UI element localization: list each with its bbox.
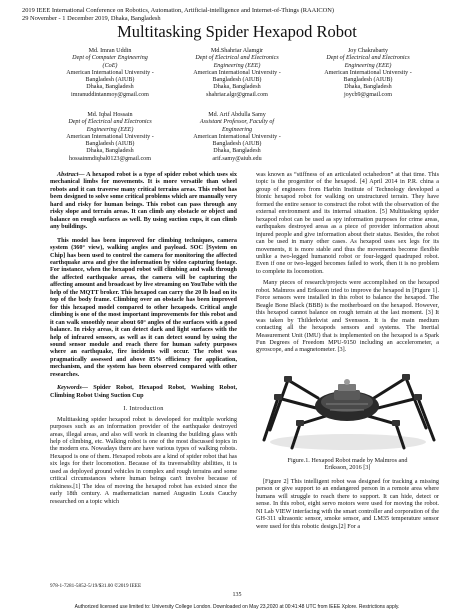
author-university: Bangladesh (AIUB) [212, 141, 262, 148]
author-university: American International University - [324, 69, 412, 76]
author-affiliation: Engineering (EEE) [86, 126, 134, 133]
right-paragraph-3: [Figure 2] This intelligent robot was designed for tracking a missing person or give support to an endangered person in a remote area where humans will struggle to reach there to support. It can hide, detect or sense. In this robot, eight servo motors were used for moving the robot. NI Lab VIEW interfacing with the smart controller and corporation of the GH-311 ultrasonic sensor, smoke sensor, and LM35 temperature sensor were used for this robotic design.[2] For a [256, 477, 439, 530]
author-affiliation: Dept of Electrical and Electronics [68, 119, 152, 126]
author-affiliation: Engineering (EEE) [213, 62, 261, 69]
author-city: Dhaka, Bangladesh [213, 84, 261, 91]
author-name: Md.Shahriar Alamgir [210, 48, 264, 54]
page-number: 135 [232, 592, 242, 598]
introduction-body [50, 416, 237, 505]
abstract-paragraph-2: This model has been improved for climbing techniques, camera system (360° view), walking angles and payload. SOC [System on Chip] has been used to control the camera for monitoring the affected earthquake area and give the information by video capturing footage. For instance, when the hexapod robot will climbing and walk through the affected earthquake areas, the camera will be capturing the affecting amount and broadcast by live streaming on YouTube with the help of the MQTT broker. This hexapod can carry the 20 lb load on its top of the body frame. Climbing over an obstacle has been improved for this hexapod model compared to other hexapods. Critical angle climbing is one of the most important improvements for this robot and it can walk smoothly near about 60° angles of the surfaces with a good balance. In risky areas, it can detect dark and light surfaces with the help of infrared sensors, as well as it can detect sound by using the sound sensor module and reach there for human safety purposes where an earthquake, fire incidents will occur. The robot was pragmatically assessed and above 85% efficiency for application, mechanism, and the system has been observed compared with other researches. [50, 236, 237, 378]
author-block-2 [167, 48, 307, 99]
author-city: Dhaka, Bangladesh [86, 84, 134, 91]
author-email: hossainmdiqbal0123@gmail.com [69, 155, 151, 162]
author-name: Md. Imran Uddin [88, 48, 132, 54]
author-affiliation: (CoE) [102, 62, 118, 69]
right-paragraph-1: was known as “stiffness of an articulated octahedron” at that time. This topic is the progenitor of the hexapod. [4] April 2014 in P.R. china a group of engineers from Harbin Institute of Technology developed a bionic hexapod robot for walking on unstructured terrain. They have formed the entire sensor to construct the robot with the observation of the external environment and its internal situation. [5] Multitasking spider hexapod robot can be used as spy information purposes for crime areas, earthquakes destroyed areas as a piece of provider information about injured people and give information about their status. Besides, the robot can be used in many other cases. As hexapod uses sex legs for its movements, it is more stable and thus the movements become flexible unlike a two-legged humanoid robot or four-legged quadruped robot. Even if one or two-legged becomes failed to work, then it is no problem to complete its locomotion. [256, 171, 439, 275]
author-university: American International University - [66, 69, 154, 76]
author-university: Bangladesh (AIUB) [85, 141, 135, 148]
keywords-text: Spider Robot, Hexapod Robot, Washing Robot, Climbing Robot Using Suction Cup [50, 384, 237, 399]
author-university: Bangladesh (AIUB) [343, 77, 393, 84]
hexapod-robot-figure [256, 358, 439, 454]
author-affiliation: Dept of Electrical and Electronics [195, 55, 279, 62]
author-university: American International University - [193, 133, 281, 140]
hexapod-robot-photo [256, 358, 439, 454]
conference-line-2: 29 November - 1 December 2019, Dhaka, Bangladesh [22, 15, 161, 22]
abstract-text: A hexapod robot is a type of spider robot which uses six mechanical limbs for movements. It is more versatile than wheel robots and it can traverse many critical terrains areas. This robot has been designed to solve some critical problems which are manually very hard and risky for human beings. This robot can pass through any risky slope and terrain areas. It can climb any obstacle or object and balance on rough surfaces as well. By using suction cups, it can climb any buildings. [50, 171, 237, 231]
figure-caption-line-2: Eriksson, 2016 [3] [324, 464, 371, 472]
author-university: Bangladesh (AIUB) [212, 77, 262, 84]
figure-caption-line-1: Figure.1. Hexapod Robot made by Malmros and [287, 456, 408, 464]
author-name: Md. Iqbal Hossain [87, 112, 133, 118]
abstract [50, 171, 237, 378]
author-block-3 [298, 48, 438, 99]
abstract-paragraph-1 [50, 171, 237, 231]
author-city: Dhaka, Bangladesh [86, 148, 134, 155]
author-email: imranuddintanmoy@gmail.com [71, 91, 149, 98]
author-email: arif.samy@aiub.edu [212, 155, 262, 162]
author-university: American International University - [193, 69, 281, 76]
author-block-4 [40, 112, 180, 163]
author-university: American International University - [66, 133, 154, 140]
author-affiliation: Dept of Electrical and Electronics [326, 55, 410, 62]
right-column [256, 171, 439, 534]
author-affiliation: Dept of Computer Engineering [72, 55, 148, 62]
conference-line-1: 2019 IEEE International Conference on Robotics, Automation, Artificial-intelligence and Internet-of-Things (RAAICON) [22, 7, 334, 14]
author-affiliation: Engineering (EEE) [344, 62, 392, 69]
keywords-lead: Keywords— [57, 384, 88, 392]
isbn-copyright: 978-1-7281-5852-5/19/$31.00 ©2019 IEEE [50, 583, 142, 589]
author-city: Dhaka, Bangladesh [213, 148, 261, 155]
author-affiliation: Engineering [221, 126, 253, 133]
author-block-5 [167, 112, 307, 163]
author-name: Md. Arif Abdulla Samy [208, 112, 266, 118]
author-affiliation: Assistant Professor, Faculty of [199, 119, 275, 126]
introduction-paragraph-1: Multitasking spider hexapod robot is developed for multiple working purposes such as an information provider of the earthquake destroyed areas, illegal areas, and also will work in cleaning the building glass with help of climbing, etc. Walking robot is one of the most discussed topics in the modern era. Nowadays there are have various types of walking robots. Hexapod is one of them. Hexapod robots are a kind of spider robot that has six legs for their locomotion. Because of its traversability abilities, it is used as deployed ground vehicles in complex and rough terrains and some critical circumstances where human beings can't involve because of riskiness.[1] The idea of moving the hexapod robot has existed since the early 18th century. A mathematician named Augustin Louis Cauchy researched on a topic which [50, 415, 237, 505]
author-email: shahriar.algr@gmail.com [206, 91, 268, 98]
abstract-lead: Abstract— [57, 171, 85, 178]
left-column [50, 171, 237, 509]
right-body-continued [256, 478, 439, 530]
right-body [256, 171, 439, 354]
author-email: joycb9@gmail.com [343, 91, 393, 98]
author-name: Joy Chakrabarty [347, 48, 389, 54]
section-heading-introduction: I. Introduction [123, 405, 164, 413]
author-block-1 [40, 48, 180, 99]
license-notice: Authorized licensed use limited to: University College London. Downloaded on May 23,2020 at 00:41:48 UTC from IEEE Xplore. Restrictions apply. [74, 604, 400, 610]
figure-caption [256, 457, 439, 472]
keywords [50, 384, 237, 399]
right-paragraph-2: Many pieces of research/projects were accomplished on the hexapod robot. Malmros and Eriksson tried to improve the hexapod in [Figure 1]. Force sensors were installed in this robot to balance the hexapod. The Beagle Bone Black (BBB) is the motherboard on the hexapod. However, this hexapod cannot balance on rough terrain at the last moment. [3] It was taken by Thilderkvist and Svensson. It is the main medium contacting all the hexapods sensors and systems. The Inertial Measurement Unit (IMU) that is implemented on the hexapod is a Spark Fun Degrees of Freedom MPU-9150 including an accelerometer, a gyroscope, and a magnetometer. [3]. [256, 279, 439, 354]
author-university: Bangladesh (AIUB) [85, 77, 135, 84]
conference-header [22, 7, 462, 23]
author-city: Dhaka, Bangladesh [344, 84, 392, 91]
keywords-paragraph [50, 384, 237, 399]
paper-title: Multitasking Spider Hexapod Robot [117, 22, 357, 41]
